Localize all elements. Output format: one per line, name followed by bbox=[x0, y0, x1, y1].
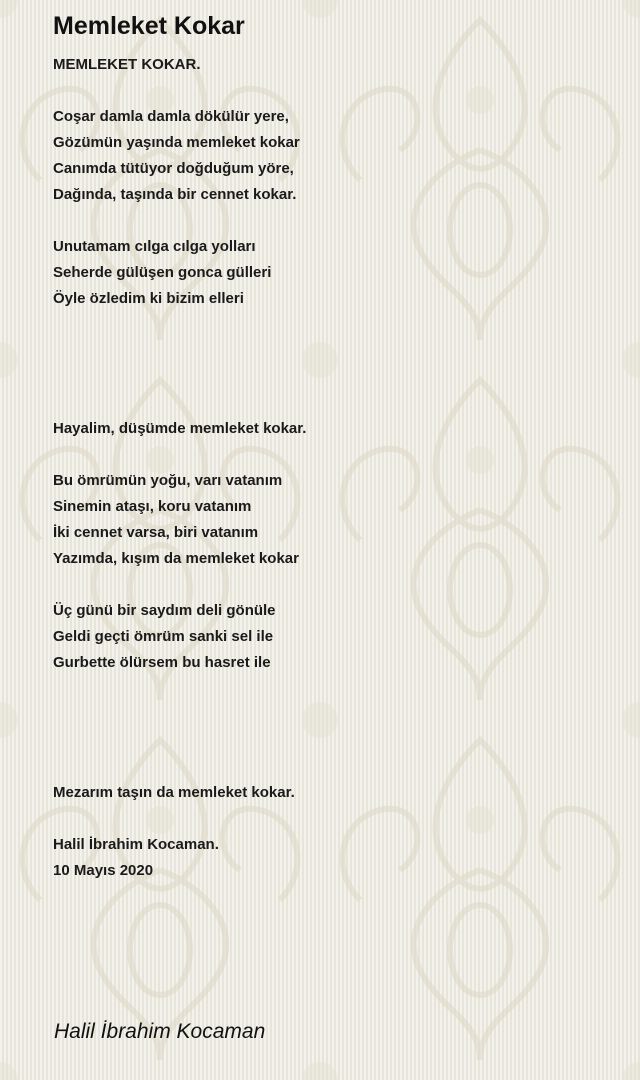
poem-blank-line bbox=[53, 442, 613, 468]
poem-blank-line bbox=[53, 676, 613, 702]
poem-line: Seherde gülüşen gonca gülleri bbox=[53, 264, 272, 281]
poem-blank-line bbox=[53, 806, 613, 832]
poem-line: Canımda tütüyor doğduğum yöre, bbox=[53, 160, 294, 177]
poem-blank-line bbox=[53, 338, 613, 364]
poem-line: 10 Mayıs 2020 bbox=[53, 862, 154, 879]
poem-title: Memleket Kokar bbox=[53, 12, 245, 40]
poem-line: Halil İbrahim Kocaman. bbox=[53, 836, 219, 853]
poem-line: Sinemin ataşı, koru vatanım bbox=[53, 498, 252, 515]
poem-line: MEMLEKET KOKAR. bbox=[53, 56, 201, 73]
poem-blank-line bbox=[53, 312, 613, 338]
poem-line: Yazımda, kışım da memleket kokar bbox=[53, 550, 299, 567]
poem-blank-line bbox=[53, 728, 613, 754]
poem-body bbox=[53, 52, 613, 884]
poem-line: Coşar damla damla dökülür yere, bbox=[53, 108, 289, 125]
poem-line: Üç günü bir saydım deli gönüle bbox=[53, 602, 276, 619]
poem-blank-line bbox=[53, 572, 613, 598]
poem-blank-line bbox=[53, 754, 613, 780]
poem-line: Hayalim, düşümde memleket kokar. bbox=[53, 420, 307, 437]
poem-line: Unutamam cılga cılga yolları bbox=[53, 238, 256, 255]
poem-line: Geldi geçti ömrüm sanki sel ile bbox=[53, 628, 274, 645]
poem-line: İki cennet varsa, biri vatanım bbox=[53, 524, 259, 541]
poem-line: Gurbette ölürsem bu hasret ile bbox=[53, 654, 271, 671]
poem-blank-line bbox=[53, 208, 613, 234]
poem-blank-line bbox=[53, 78, 613, 104]
poem-line: Gözümün yaşında memleket kokar bbox=[53, 134, 300, 151]
poem-blank-line bbox=[53, 364, 613, 390]
poem-line: Bu ömrümün yoğu, varı vatanım bbox=[53, 472, 283, 489]
poem-line: Mezarım taşın da memleket kokar. bbox=[53, 784, 295, 801]
poem-line: Öyle özledim ki bizim elleri bbox=[53, 290, 244, 307]
poem-blank-line bbox=[53, 702, 613, 728]
author-signature: Halil İbrahim Kocaman bbox=[54, 1020, 266, 1043]
poem-blank-line bbox=[53, 390, 613, 416]
poem-line: Dağında, taşında bir cennet kokar. bbox=[53, 186, 297, 203]
